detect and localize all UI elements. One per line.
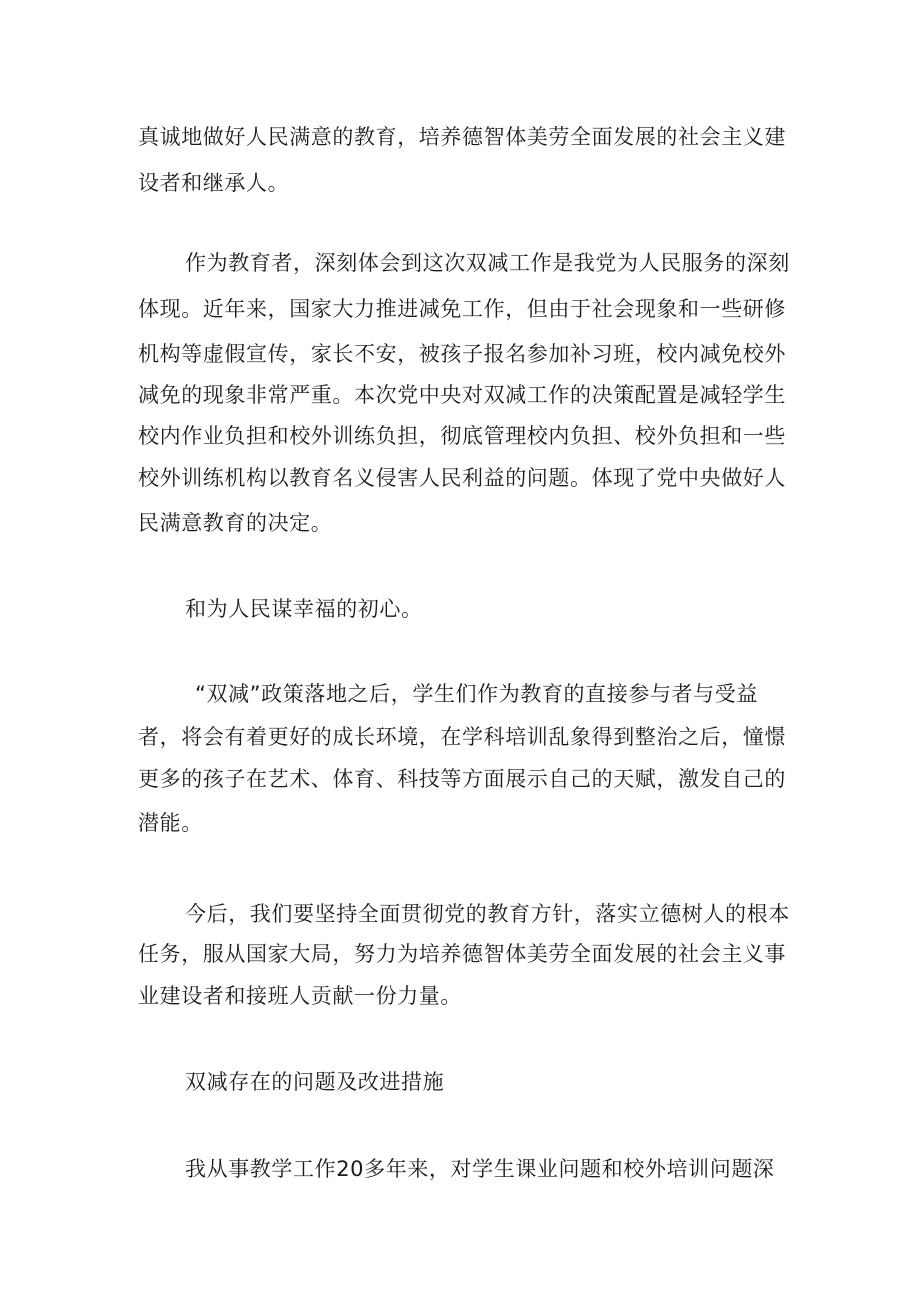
paragraph-2-line-7: 民满意教育的决定。 xyxy=(138,511,333,535)
paragraph-2-line-4: 减免的现象非常严重。本次党中央对双减工作的决策配置是减轻学生 xyxy=(138,383,786,407)
paragraph-2-line-1: 作为教育者，深刻体会到这次双减工作是我党为人民服务的深刻 xyxy=(185,251,790,275)
paragraph-4-line-3: 更多的孩子在艺术、体育、科技等方面展示自己的天赋，激发自己的 xyxy=(138,767,786,791)
section-heading: 双减存在的问题及改进措施 xyxy=(185,1070,445,1094)
paragraph-2-line-3: 机构等虚假宣传，家长不安，被孩子报名参加补习班，校内减免校外 xyxy=(138,342,786,366)
paragraph-3-line-1: 和为人民谋幸福的初心。 xyxy=(185,597,423,621)
paragraph-2-line-5: 校内作业负担和校外训练负担，彻底管理校内负担、校外负担和一些 xyxy=(138,424,786,448)
paragraph-5-line-1: 今后，我们要坚持全面贯彻党的教育方针，落实立德树人的根本 xyxy=(185,902,790,926)
paragraph-4-line-1: “双减”政策落地之后，学生们作为教育的直接参与者与受益 xyxy=(195,682,758,706)
paragraph-7-line-1: 我从事教学工作20多年来，对学生课业问题和校外培训问题深 xyxy=(185,1157,775,1181)
paragraph-5-line-3: 业建设者和接班人贡献一份力量。 xyxy=(138,984,462,1008)
paragraph-4-line-2: 者，将会有着更好的成长环境，在学科培训乱象得到整治之后，憧憬 xyxy=(138,725,786,749)
paragraph-4-line-4: 潜能。 xyxy=(138,811,203,835)
paragraph-5-line-2: 任务，服从国家大局，努力为培养德智体美劳全面发展的社会主义事 xyxy=(138,942,786,966)
paragraph-1-line-1: 真诚地做好人民满意的教育，培养德智体美劳全面发展的社会主义建 xyxy=(138,125,786,149)
paragraph-1-line-2: 设者和继承人。 xyxy=(138,171,290,195)
paragraph-2-line-2: 体现。近年来，国家大力推进减免工作，但由于社会现象和一些研修 xyxy=(138,297,786,321)
paragraph-2-line-6: 校外训练机构以教育名义侵害人民利益的问题。体现了党中央做好人 xyxy=(138,466,786,490)
